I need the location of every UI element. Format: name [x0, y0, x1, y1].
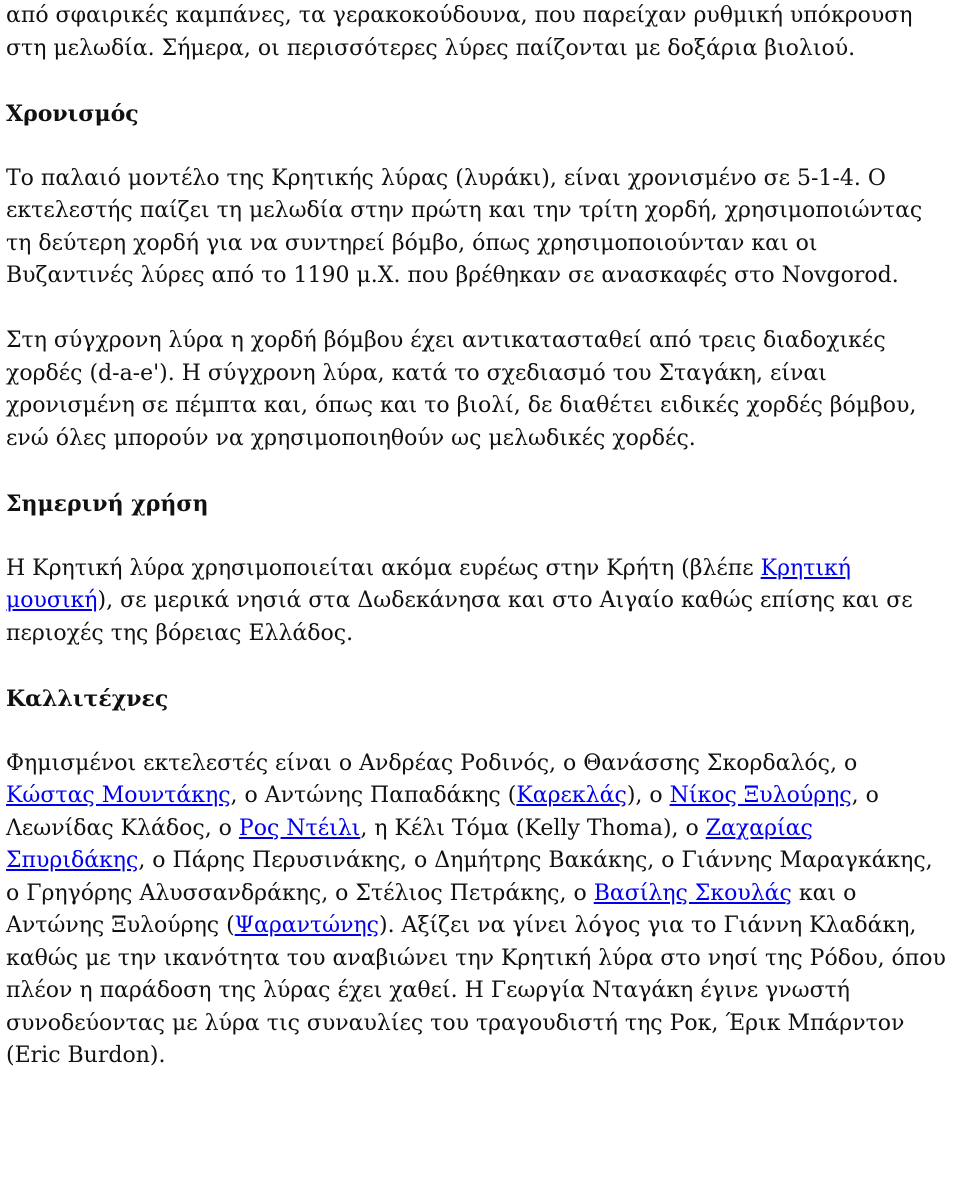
- link-nikos-xylouris[interactable]: Νίκος Ξυλούρης: [669, 783, 852, 808]
- tuning-paragraph-2: Στη σύγχρονη λύρα η χορδή βόμβου έχει αντικατασταθεί από τρεις διαδοχικές χορδές (d-a-e'). Η σύγχρονη λύρα, κατά το σχεδιασμό του Σταγάκη, είναι χρονισμένη σε πέμπτα και, όπως και το βιολί, δε διαθέτει ειδικές χορδές βόμβου, ενώ όλες μπορούν να χρησιμοποιηθούν ως μελωδικές χορδές.: [6, 328, 917, 451]
- spacer: [6, 715, 952, 748]
- usage-text-1: Η Κρητική λύρα χρησιμοποιείται ακόμα ευρέως στην Κρήτη (βλέπε: [6, 555, 761, 581]
- artists-text: Φημισμένοι εκτελεστές είναι ο Ανδρέας Ροδινός, ο Θανάσσης Σκορδαλός, ο: [6, 750, 858, 776]
- link-psarantonis[interactable]: Ψαραντώνης: [234, 913, 379, 938]
- usage-paragraph: [6, 553, 952, 651]
- link-kostas-mountakis[interactable]: Κώστας Μουντάκης: [6, 783, 231, 808]
- link-cretan-music[interactable]: Κρητική μουσική: [6, 555, 851, 613]
- artists-text: , η Κέλι Τόμα (Kelly Thoma), ο: [360, 815, 706, 841]
- spacer: [6, 293, 952, 326]
- section-heading-artists: Καλλιτέχνες: [6, 685, 169, 712]
- link-ross-daly[interactable]: Ρος Ντέιλι: [238, 815, 361, 841]
- spacer: [6, 455, 952, 488]
- link-kareklas[interactable]: Καρεκλάς: [516, 783, 627, 808]
- artists-text: και ο Αντώνης Ξυλούρης (: [6, 880, 857, 938]
- link-vasilis-skoulas[interactable]: Βασίλης Σκουλάς: [593, 880, 792, 906]
- tuning-paragraph-1: Το παλαιό μοντέλο της Κρητικής λύρας (λυράκι), είναι χρονισμένο σε 5-1-4. Ο εκτελεστής παίζει τη μελωδία στην πρώτη και την τρίτη χορδή, χρησιμοποιώντας τη δεύτερη χορδή για να συντηρεί βόμβο, όπως χρησιμοποιούνταν και οι Βυζαντινές λύρες από το 1190 μ.Χ. που βρέθηκαν σε ανασκαφές στο Novgorod.: [6, 165, 923, 288]
- artists-paragraph: [6, 748, 952, 1073]
- spacer: [6, 520, 952, 553]
- section-heading-tuning: Χρονισμός: [6, 100, 139, 127]
- spacer: [6, 130, 952, 163]
- artists-text: ), ο: [626, 783, 670, 808]
- spacer: [6, 65, 952, 98]
- artists-text: , ο Πάρης Περυσινάκης, ο Δημήτρης Βακάκης, ο Γιάννης Μαραγκάκης, ο Γρηγόρης Αλυσσανδράκης, ο Στέλιος Πετράκης, ο: [6, 848, 933, 906]
- artists-text: ). Αξίζει να γίνει λόγος για το Γιάννη Κλαδάκη, καθώς με την ικανότητα του αναβιώνει την Κρητική λύρα στο νησί της Ρόδου, όπου πλέον η παράδοση της λύρας έχει χαθεί. Η Γεωργία Νταγάκη έγινε γνωστή συνοδεύοντας με λύρα τις συναυλίες του τραγουδιστή της Ροκ, Έρικ Μπάρντον (Eric Burdon).: [6, 913, 946, 1068]
- spacer: [6, 650, 952, 683]
- section-heading-usage: Σημερινή χρήση: [6, 490, 209, 517]
- link-zacharias-spyridakis[interactable]: Ζαχαρίας Σπυριδάκης: [6, 815, 813, 873]
- artists-text: , ο Λεωνίδας Κλάδος, ο: [6, 783, 879, 841]
- usage-text-2: ), σε μερικά νησιά στα Δωδεκάνησα και στο Αιγαίο καθώς επίσης και σε περιοχές της βόρειας Ελλάδος.: [6, 588, 913, 646]
- intro-paragraph: από σφαιρικές καμπάνες, τα γερακοκούδουνα, που παρείχαν ρυθμική υπόκρουση στη μελωδία. Σήμερα, οι περισσότερες λύρες παίζονται με δοξάρια βιολιού.: [6, 3, 913, 61]
- artists-text: , ο Αντώνης Παπαδάκης (: [230, 783, 517, 808]
